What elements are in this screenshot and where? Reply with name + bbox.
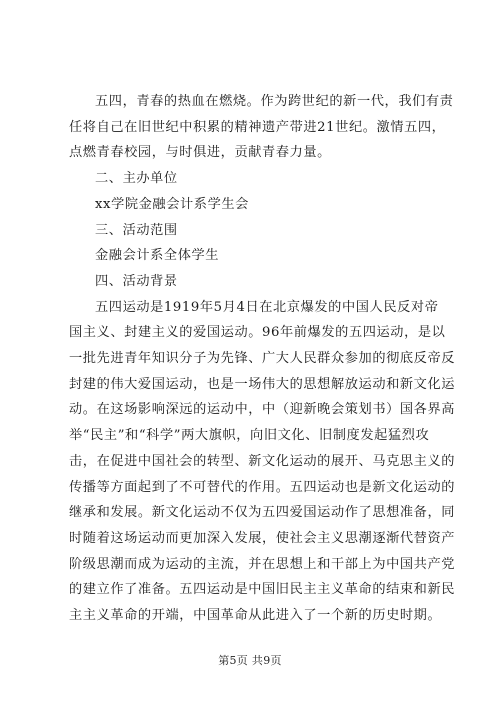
paragraph-4-line-1: 五四运动是1919年5月4日在北京爆发的中国人民反对帝 <box>95 299 439 315</box>
paragraph-4-line-5: 动。在这场影响深远的运动中，中（迎新晚会策划书）国各界高 <box>69 402 456 418</box>
paragraph-4-line-8: 传播等方面起到了不可替代的作用。五四运动也是新文化运动的 <box>69 479 456 495</box>
section-3-body: 金融会计系全体学生 <box>95 248 220 264</box>
section-4-heading: 四、活动背景 <box>95 273 178 289</box>
section-2-body: xx学院金融会计系学生会 <box>95 196 249 212</box>
section-2-heading: 二、主办单位 <box>95 171 178 187</box>
paragraph-4-line-4: 封建的伟大爱国运动，也是一场伟大的思想解放运动和新文化运 <box>69 376 456 392</box>
paragraph-1-line-3: 点燃青春校园，与时俱进，贡献青春力量。 <box>69 145 331 161</box>
paragraph-4-line-10: 时随着这场运动而更加深入发展，使社会主义思潮逐渐代替资产 <box>69 530 456 546</box>
section-3-heading: 三、活动范围 <box>95 222 178 238</box>
paragraph-4-line-12: 的建立作了准备。五四运动是中国旧民主主义革命的结束和新民 <box>69 582 456 598</box>
paragraph-4-line-11: 阶级思潮而成为运动的主流，并在思想上和干部上为中国共产党 <box>69 556 456 572</box>
paragraph-4-line-9: 继承和发展。新文化运动不仅为五四爱国运动作了思想准备，同 <box>69 505 456 521</box>
page-footer: 第5页 共9页 <box>218 654 282 667</box>
paragraph-4-line-6: 举“民主”和“科学”两大旗帜，向旧文化、旧制度发起猛烈攻 <box>69 428 430 444</box>
paragraph-1-line-1: 五四，青春的热血在燃烧。作为跨世纪的新一代，我们有责 <box>95 94 454 109</box>
paragraph-4-line-13: 主主义革命的开端，中国革命从此进入了一个新的历史时期。 <box>69 608 442 623</box>
paragraph-4-line-2: 国主义、封建主义的爱国运动。96年前爆发的五四运动，是以 <box>69 325 446 341</box>
paragraph-1-line-2: 任将自己在旧世纪中积累的精神遗产带进21世纪。激情五四， <box>69 119 446 135</box>
paragraph-4-line-7: 击，在促进中国社会的转型、新文化运动的展开、马克思主义的 <box>69 453 456 469</box>
paragraph-4-line-3: 一批先进青年知识分子为先锋、广大人民群众参加的彻底反帝反 <box>69 351 456 366</box>
